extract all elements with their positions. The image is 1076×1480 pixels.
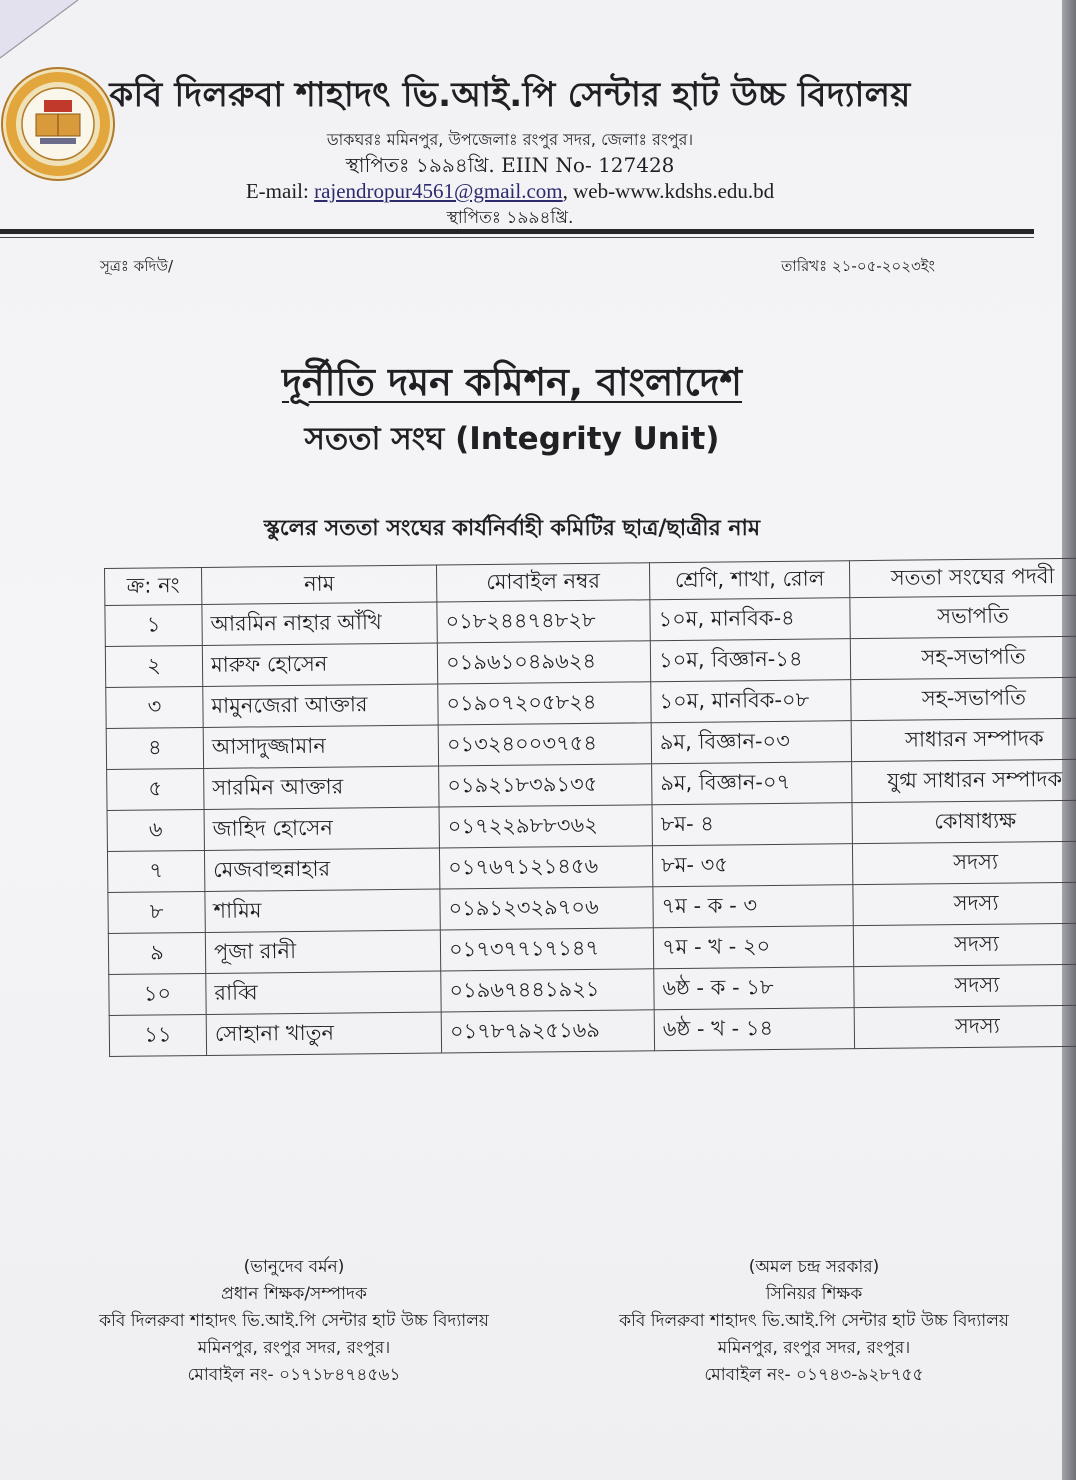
email-link[interactable]: rajendropur4561@gmail.com [314,179,563,203]
serial-cell: ৯ [108,932,205,974]
school-address: ডাকঘরঃ মমিনপুর, উপজেলাঃ রংপুর সদর, জেলাঃ রংপুর। [326,130,694,149]
reference-number: সূত্রঃ কদিউ/ [100,257,174,275]
class-section-roll-cell: ৯ম, বিজ্ঞান-০৭ [652,762,852,805]
column-header-mobile: মোবাইল নম্বর [436,563,649,602]
designation-cell: সহ-সভাপতি [851,677,1076,721]
email-label: E-mail: [245,179,309,203]
column-header-class-section-roll: শ্রেণি, শাখা, রোল [649,561,849,600]
mobile-cell: ০১৯৬৭৪৪১৯২১ [441,969,654,1012]
serial-cell: ১ [105,604,202,646]
signatory-designation: প্রধান শিক্ষক/সম্পাদক [221,1284,367,1304]
class-section-roll-cell: ৬ষ্ঠ - খ - ১৪ [654,1008,854,1051]
designation-cell: সদস্য [853,882,1076,926]
signatory-name: (ভানুদেব বর্মন) [243,1257,345,1277]
designation-cell: সভাপতি [850,595,1076,639]
table-body [105,595,1076,1056]
designation-cell: সদস্য [854,964,1076,1008]
serial-cell: ৬ [107,809,204,851]
name-cell: মামুনজেরা আক্তার [203,684,438,727]
name-cell: শামিম [205,889,440,932]
designation-cell: সদস্য [852,841,1076,885]
mobile-cell: ০১৩২৪০০৩৭৫৪ [438,723,651,766]
name-cell: পূজা রানী [205,930,440,973]
serial-cell: ১০ [109,973,206,1015]
header-rule [0,229,1034,234]
designation-cell: সদস্য [853,923,1076,967]
column-header-name: নাম [201,565,436,604]
column-header-serial: ক্র: নং [105,567,202,605]
signatory-address: মমিনপুর, রংপুর সদর, রংপুর। [717,1338,911,1358]
designation-cell: সদস্য [854,1005,1076,1049]
designation-cell: সাধারন সম্পাদক [851,718,1076,762]
contact-line [0,178,1020,204]
name-cell: সারমিন আক্তার [204,766,439,809]
page-corner-fold [0,0,90,70]
class-section-roll-cell: ৭ম - ক - ৩ [653,885,853,928]
mobile-cell: ০১৭২২৯৮৮৩৬২ [439,805,652,848]
serial-cell: ৪ [106,727,203,769]
class-section-roll-cell: ৯ম, বিজ্ঞান-০৩ [651,721,851,764]
signature-block-headmaster [34,1254,554,1389]
designation-cell: কোষাধ্যক্ষ [852,800,1076,844]
serial-cell: ২ [105,645,202,687]
serial-cell: ৮ [108,891,205,933]
name-cell: মারুফ হোসেন [202,643,437,686]
class-section-roll-cell: ১০ম, মানবিক-০৮ [651,680,851,723]
serial-cell: ৩ [106,686,203,728]
signatory-school: কবি দিলরুবা শাহাদৎ ভি.আই.পি সেন্টার হাট উচ্চ বিদ্যালয় [619,1311,1009,1331]
mobile-cell: ০১৯১২৩২৯৭০৬ [440,887,653,930]
mobile-cell: ০১৯৬১০৪৯৬২৪ [437,641,650,684]
document-subtitle: সততা সংঘ (Integrity Unit) [304,421,720,457]
header-rule-thin [0,237,1034,238]
school-name: কবি দিলরুবা শাহাদৎ ভি.আই.পি সেন্টার হাট উচ্চ বিদ্যালয় [109,75,911,115]
designation-cell: যুগ্ম সাধারন সম্পাদক [852,759,1076,803]
mobile-cell: ০১৭৬৭১২১৪৫৬ [439,846,652,889]
name-cell: আসাদুজ্জামান [203,725,438,768]
table-caption: স্কুলের সততা সংঘের কার্যনির্বাহী কমিটির ছাত্র/ছাত্রীর নাম [263,516,761,541]
serial-cell: ৫ [107,768,204,810]
letter-date: তারিখঃ ২১-০৫-২০২৩ইং [781,257,935,275]
name-cell: জাহিদ হোসেন [204,807,439,850]
established-year: স্থাপিতঃ ১৯৯৪খ্রি. [446,208,574,228]
committee-table [104,558,1076,1057]
signatory-mobile: মোবাইল নং- ০১৭১৮৪৭৪৫৬১ [187,1365,401,1385]
signatory-school: কবি দিলরুবা শাহাদৎ ভি.আই.পি সেন্টার হাট উচ্চ বিদ্যালয় [99,1311,489,1331]
mobile-cell: ০১৭৮৭৯২৫১৬৯ [441,1010,654,1053]
signature-block-senior-teacher [584,1254,1044,1389]
designation-cell: সহ-সভাপতি [850,636,1076,680]
mobile-cell: ০১৮২৪৪৭৪৮২৮ [437,600,650,643]
class-section-roll-cell: ৬ষ্ঠ - ক - ১৮ [654,967,854,1010]
document-title: দূর্নীতি দমন কমিশন, বাংলাদেশ [281,360,743,404]
signatory-designation: সিনিয়র শিক্ষক [765,1284,863,1304]
column-header-designation: সততা সংঘের পদবী [849,558,1076,598]
class-section-roll-cell: ১০ম, বিজ্ঞান-১৪ [650,639,850,682]
class-section-roll-cell: ৮ম- ৪ [652,803,852,846]
class-section-roll-cell: ১০ম, মানবিক-৪ [650,598,850,641]
website-text: , web-www.kdshs.edu.bd [562,179,775,203]
name-cell: রাব্বি [206,971,441,1014]
signatory-mobile: মোবাইল নং- ০১৭৪৩-৯২৮৭৫৫ [704,1365,924,1385]
signatory-address: মমিনপুর, রংপুর সদর, রংপুর। [197,1338,391,1358]
mobile-cell: ০১৯০৭২০৫৮২৪ [438,682,651,725]
name-cell: সোহানা খাতুন [206,1012,441,1055]
class-section-roll-cell: ৭ম - খ - ২০ [653,926,853,969]
mobile-cell: ০১৯২১৮৩৯১৩৫ [439,764,652,807]
serial-cell: ১১ [109,1014,206,1056]
name-cell: মেজবাহুন্নাহার [204,848,439,891]
name-cell: আরমিন নাহার আঁখি [202,602,437,645]
serial-cell: ৭ [107,850,204,892]
established-eiin: স্থাপিতঃ ১৯৯৪খ্রি. EIIN No- 127428 [345,153,675,177]
mobile-cell: ০১৭৩৭৭১৭১৪৭ [440,928,653,971]
signatory-name: (অমল চন্দ্র সরকার) [748,1257,880,1277]
class-section-roll-cell: ৮ম- ৩৫ [652,844,852,887]
